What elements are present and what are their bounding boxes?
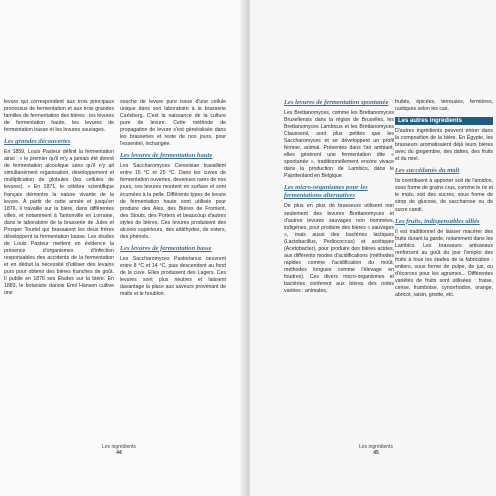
right-column-1 [284,99,394,295]
paragraph: Les Saccharomyces Cerevisiae travaillent entre 15 °C et 25 °C. Dans les cuves de fermentation ouvertes, devenues rares de nos jours, ces levures montent en surface et sont écumées à la pelle. Différents types de levure de fermentation haute sont utilisés pour produire des Ales, des Bières de Froment, des Stouts, des Porters et beaucoup d'autres styles de bières. Ces levures produisent des alcools supérieurs, des aldéhydes, de esters, des phénols. [120,163,226,240]
paragraph: Les Saccharomyces Pastorianus oeuvrent entre 8 °C et 14 °C, puis descendent au fond de la cuve. Elles produisent des Lagers. Ces levures sont plus neutres et laissent davantage la place aux saveurs provenant de malts et le houblon. [120,255,226,298]
left-page [0,0,246,496]
page-footer [99,444,139,456]
footer-label: Les ingrédients [359,444,393,450]
right-column-2 [395,99,493,299]
paragraph: fruités, épicées, terreuses, fermières, rustiques selon les cas. [395,99,493,113]
section-heading-box: Les autres ingrédients [395,117,493,125]
section-heading: Les grandes découvertes [4,138,71,146]
paragraph: Les Brettanomyces, comme les Brettanomyces Bruxellensis dans la région de Bruxelles, les Brettanomyces Lambicus et les Brettanomyces Claussenii, sont plus petites que les Saccharomyces et se développent un profil fermier, animal. Présentes dans l'air ambiant, elles génèrent une fermentation dite « spontanée », traditionnellement encore vivace dans la production de Lambics, dans le Pajottenland en Belgique. [284,110,394,180]
paragraph: souche de levure pure issue d'une cellule unique dans son laboratoire à la brasserie Carlsberg. C'est la naissance de la culture pure de levure. Cette méthode de propagation de levure s'est généralisée dans les brasseries et reste de nos jours, pour l'essentiel, inchangée. [120,99,226,148]
paragraph: En 1859, Louis Pasteur définit la fermentation ainsi : « le premier qu'il m'y a jamais été donné de fermentation alcoolique sans qu'il n'y ait simultanément organisation, développement et multiplication de globules (les cellules de levures). » En 1871, le célèbre scientifique français démontre la nature vivante de la levure. À partir de cette année et jusqu'en 1876, il travaille sur la bière, dans différentes villes, et notamment à Tantonville en Lorraine, dans le laboratoire de la brasserie de Jules et Prosper Tourtel qui brassaient les deux frères développent la fermentation basse. Les études de Louis Pasteur mettent en évidence la présence d'organismes d'infection responsables des accidents de la fermentation et en déduit la nécessité d'utiliser des levains purs pour obtenir des bières franches de goût. Il publie en 1876 ses Études sur la bière. En 1883, le botaniste danois Emil Hansen cultive une [4,149,114,297]
section-heading: Les levures de fermentation basse [120,244,212,252]
right-page [250,0,496,496]
footer-label: Les ingrédients [102,444,136,450]
section-heading: Les levures de fermentation haute [120,152,213,160]
page-footer [356,444,396,456]
section-heading: Les levures de fermentation spontanée [284,99,389,106]
left-column-2 [120,99,226,298]
left-column-1 [4,99,114,297]
paragraph: Ils contribuent à apporter soit de l'amidon, sous forme de grains crus, comme le riz et le maïs, soit des sucres, sous forme de sirop de glucose, de saccharose ou de sucre candi. [395,178,493,213]
page-number: 44 [116,450,122,456]
section-heading: Les fruits, indispensables alliés [395,217,480,225]
page-number: 45 [373,450,379,456]
section-heading: Les micro-organismes pour les fermentations alternatives [284,184,368,200]
paragraph: De plus en plus de brasseurs utilisent non seulement des levures Brettanomyces et d'autres levures sauvages non nommées, indigènes, pour produire des bières « sauvages », mais aussi des bactéries lactiques (Lactobacillus, Pediococcus) et acétiques (Acetobacter), pour produire des bières acides, aux différents modes d'acidifications (méthodes rapides comme l'acidification du moût, méthodes longues comme l'élevage en foudres). Ces divers micro-organismes et bactéries conferent aux bières des notes variées : animales, [284,203,394,295]
section-heading: Les succédanés du malt [395,167,460,175]
paragraph: D'autres ingrédients peuvent entrer dans la composition de la bière. En Égypte, les brasseurs aromatisaient déjà leurs bières avec du gingembre, des dattes, des fruits et du miel. [395,128,493,163]
paragraph: levure qui correspondent aux trois principaux processus de fermentation et aux trois grandes familles de fermentation des bières : les levures de fermentation haute, les levures de fermentation basse et les levures sauvages. [4,99,114,134]
paragraph: Il est traditionnel de laisser macérer des fruits durant la garde, notamment dans les Lambics. Les brasseurs artisanaux renforcent au goût du jour l'emploi des fruits à tous les stades de la fabrication : entiers, sous forme de pulpe, de jus, ou d'écorces pour les agrumes... Différentes variétés de fruits sont utilisées : fraise, cerise, framboise, cynorrhodon, orange, abricot, raisin, griotte, etc. [395,228,493,298]
